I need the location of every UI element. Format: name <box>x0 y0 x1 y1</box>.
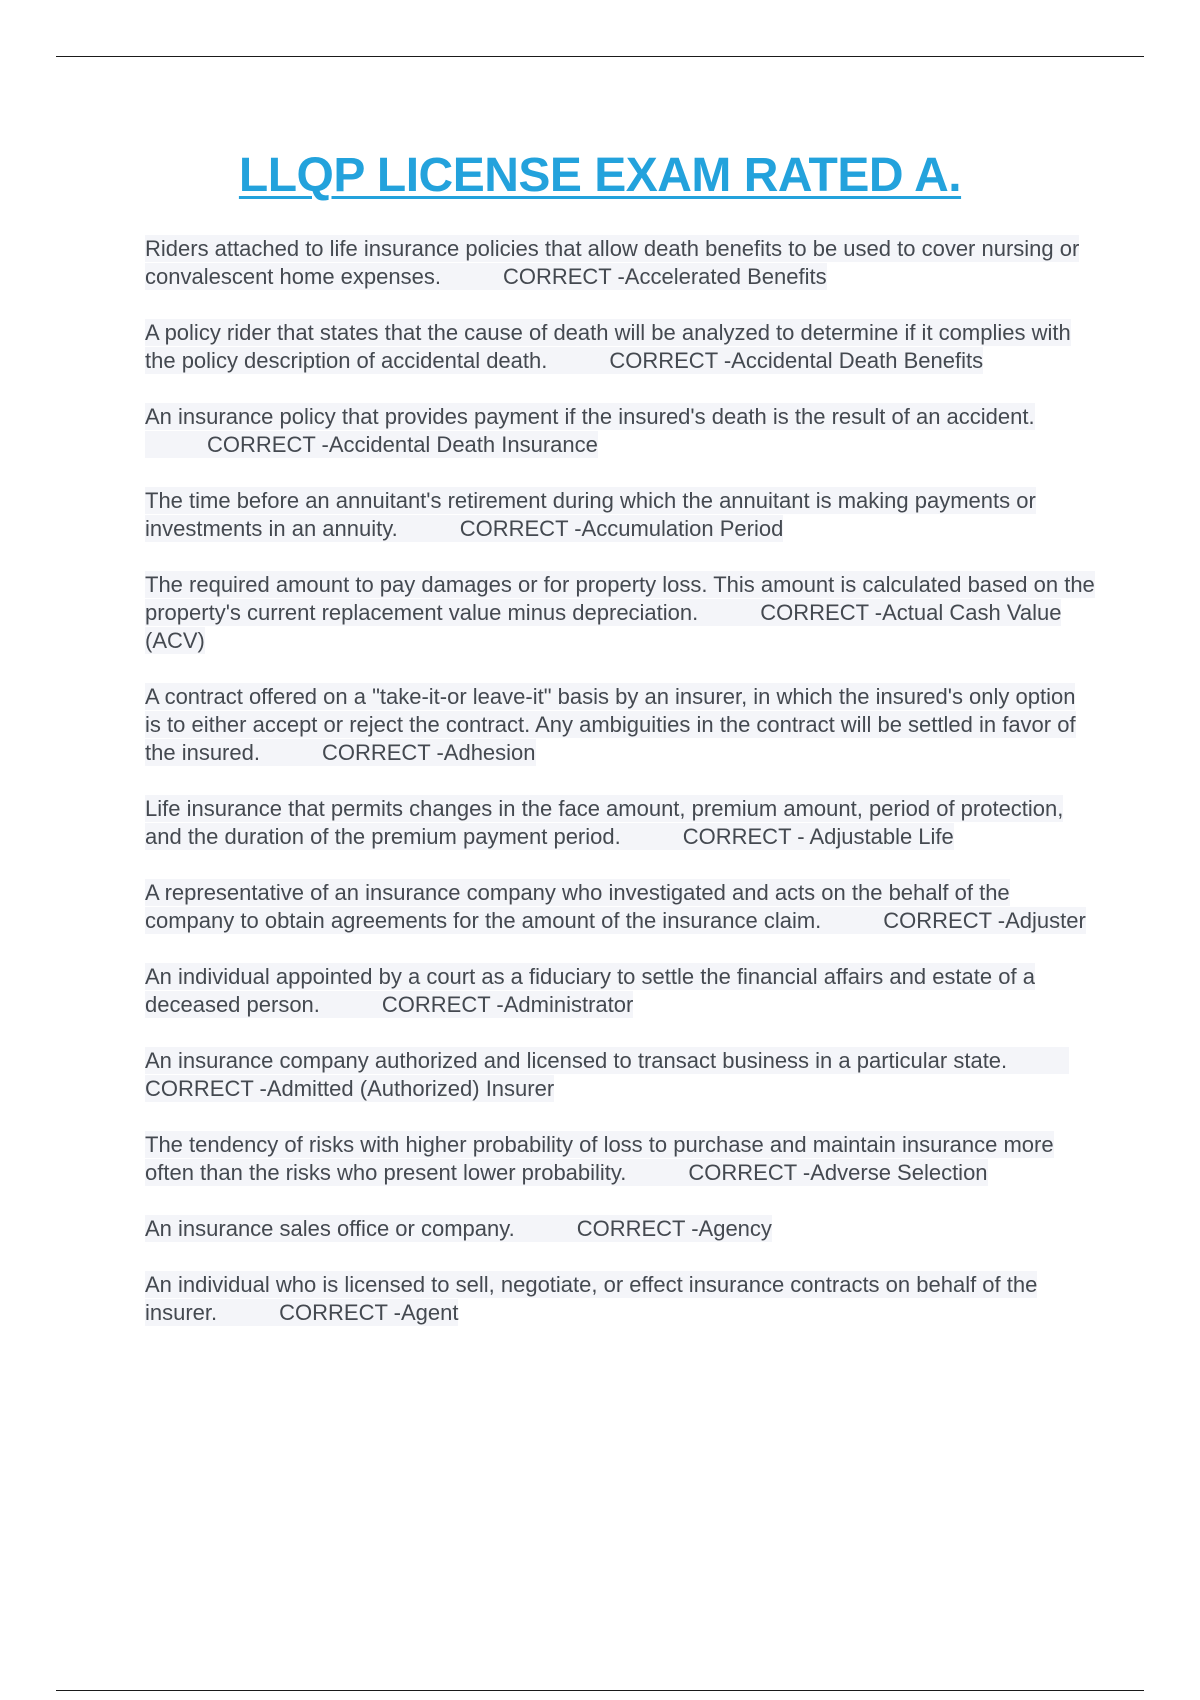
answer-text: CORRECT -Accelerated Benefits <box>502 264 827 289</box>
qa-entry <box>145 1271 1095 1327</box>
question-text: The required amount to pay damages or for property loss. This amount is calculated based on the property's current replacement value minus depreciation. <box>145 572 1095 625</box>
question-text: An insurance policy that provides payment if the insured's death is the result of an accident. <box>145 404 1035 429</box>
question-text: An individual who is licensed to sell, negotiate, or effect insurance contracts on behalf of the insurer. <box>145 1272 1038 1325</box>
qa-entry <box>145 403 1095 459</box>
answer-text: CORRECT -Adjuster <box>883 908 1086 933</box>
qa-entry <box>145 1047 1095 1103</box>
qa-entry <box>145 571 1095 655</box>
question-text: Life insurance that permits changes in the face amount, premium amount, period of protection, and the duration of the premium payment period. <box>145 796 1064 849</box>
qa-entry <box>145 879 1095 935</box>
question-text: A contract offered on a "take-it-or leave-it" basis by an insurer, in which the insured's only option is to either accept or reject the contract. Any ambiguities in the contract will be settled in favor of the insured. <box>145 684 1076 765</box>
qa-entry <box>145 1131 1095 1187</box>
question-text: The tendency of risks with higher probability of loss to purchase and maintain insurance more often than the risks who present lower probability. <box>145 1132 1054 1185</box>
qa-entry <box>145 1215 1095 1243</box>
question-text: A representative of an insurance company who investigated and acts on the behalf of the company to obtain agreements for the amount of the insurance claim. <box>145 880 1010 933</box>
question-text: An insurance sales office or company. <box>145 1216 515 1241</box>
footer-rule <box>56 1690 1144 1691</box>
qa-entry <box>145 683 1095 767</box>
answer-text: CORRECT -Administrator <box>381 992 634 1017</box>
question-text: Riders attached to life insurance policies that allow death benefits to be used to cover nursing or convalescent home expenses. <box>145 236 1080 289</box>
answer-text: CORRECT -Adverse Selection <box>688 1160 988 1185</box>
header-rule <box>56 56 1144 57</box>
qa-entry <box>145 963 1095 1019</box>
answer-text: CORRECT -Accidental Death Insurance <box>207 432 598 457</box>
answer-text: CORRECT -Accidental Death Benefits <box>609 348 984 373</box>
answer-text: CORRECT -Adhesion <box>321 740 536 765</box>
qa-list <box>145 235 1095 1355</box>
answer-text: CORRECT -Agency <box>576 1216 772 1241</box>
answer-text: CORRECT -Actual Cash Value (ACV) <box>145 600 1062 653</box>
qa-entry <box>145 235 1095 291</box>
qa-entry <box>145 795 1095 851</box>
qa-entry <box>145 319 1095 375</box>
question-text: An individual appointed by a court as a fiduciary to settle the financial affairs and estate of a deceased person. <box>145 964 1035 1017</box>
document-title <box>0 148 1200 203</box>
answer-text: CORRECT - Adjustable Life <box>682 824 954 849</box>
question-text: A policy rider that states that the cause of death will be analyzed to determine if it complies with the policy description of accidental death. <box>145 320 1071 373</box>
answer-text: CORRECT -Accumulation Period <box>459 516 784 541</box>
answer-text: CORRECT -Agent <box>279 1300 459 1325</box>
qa-entry <box>145 487 1095 543</box>
document-title-text: LLQP LICENSE EXAM RATED A. <box>238 149 962 202</box>
question-text: The time before an annuitant's retirement during which the annuitant is making payments or investments in an annuity. <box>145 488 1036 541</box>
answer-text: CORRECT -Admitted (Authorized) Insurer <box>145 1076 555 1101</box>
question-text: An insurance company authorized and licensed to transact business in a particular state. <box>145 1048 1008 1073</box>
